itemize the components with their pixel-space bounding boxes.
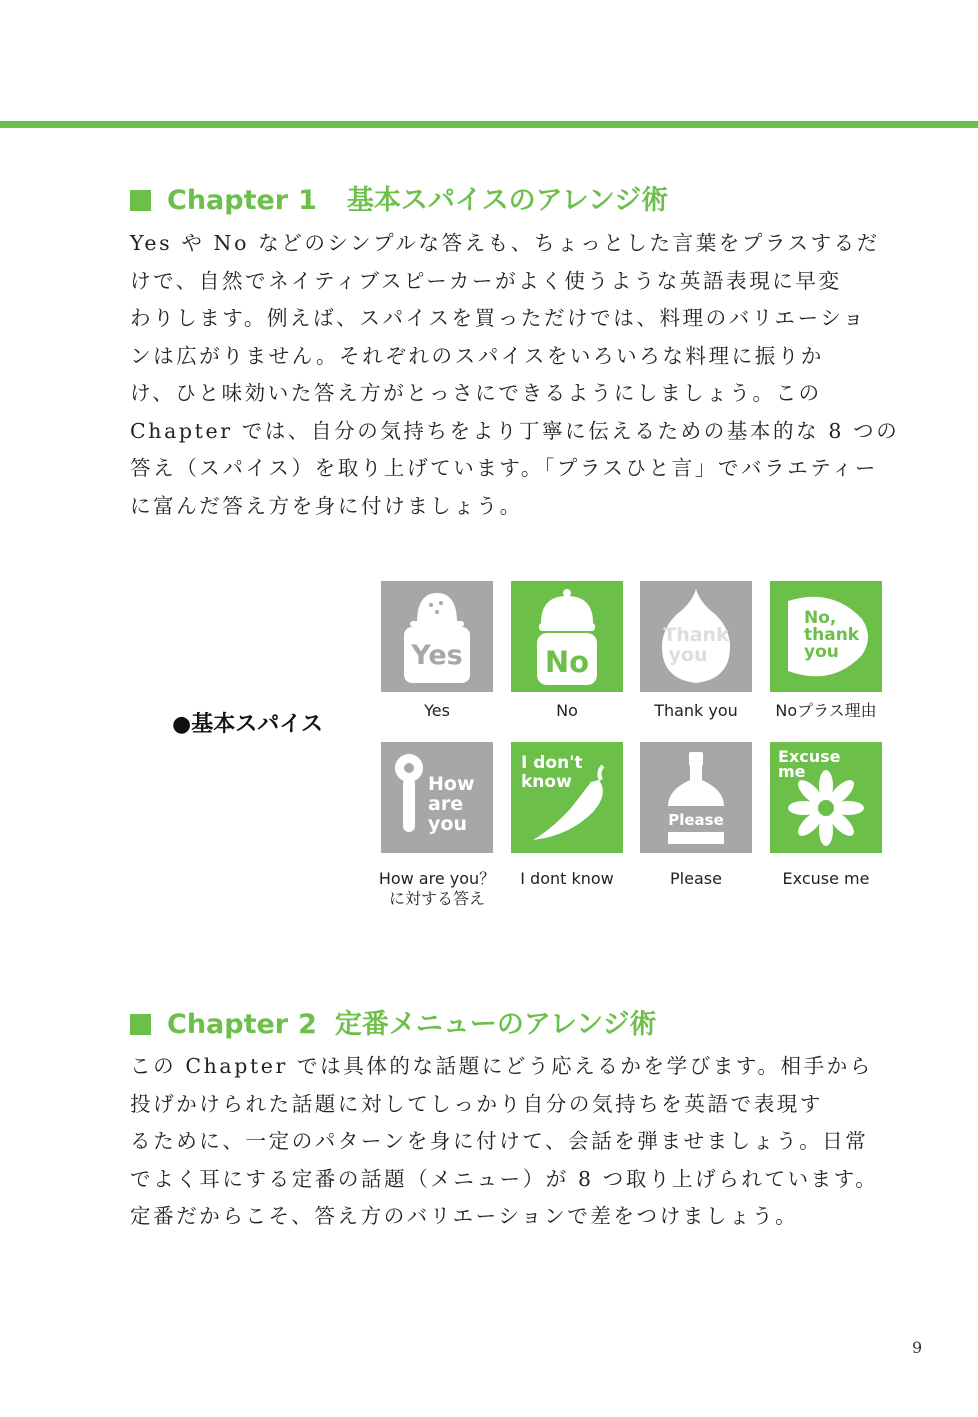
tile-text: thank [804,625,860,645]
chapter1-line: 答え（スパイス）を取り上げています。「プラスひと言」でバラエティー [130,456,878,480]
chapter2-label: Chapter [167,1009,289,1040]
sauce-bottle-icon [640,742,752,853]
spice-caption [497,701,637,721]
page-number: 9 [912,1338,923,1357]
spices-label: ●基本スパイス [172,712,323,737]
chapter2-heading [130,1002,657,1041]
chapter1-body [130,226,900,526]
spice-tile-excuse-me [770,742,882,853]
tile-text: you [668,644,708,666]
caption-line: Yes [424,701,450,720]
chapter1-line: Chapter では、自分の気持ちをより丁寧に伝えるための基本的な 8 つの [130,418,900,443]
tile-text: know [521,772,572,792]
tile-text: Excuse [778,747,841,766]
star-anise-icon [770,742,882,853]
chapter1-line: け、ひと味効いた答え方がとっさにできるようにしましょう。この [130,381,822,405]
chapter1-line: わりします。例えば、スパイスを買っただけでは、料理のバリエーショ [130,306,867,330]
chapter2-line: でよく耳にする定番の話題（メニュー）が 8 つ取り上げられています。 [130,1166,879,1191]
spice-tile-thank-you [640,581,752,692]
chapter1-line: けで、自然でネイティブスピーカーがよく使うような英語表現に早変 [130,268,842,293]
caption-line: Please [670,869,722,888]
chapter2-title: 定番メニューのアレンジ術 [334,1009,657,1040]
spice-caption [626,869,766,889]
chapter2-line: この Chapter では具体的な話題にどう応えるかを学びます。相手から [130,1054,873,1078]
chapter1-number: 1 [298,185,317,216]
spice-tile-i-dont-know [511,742,623,853]
spice-caption [756,701,896,721]
spice-tile-how-are-you [381,742,493,853]
spice-tile-no [511,581,623,692]
spice-tile-yes [381,581,493,692]
spice-caption [626,701,766,721]
tile-text: No [544,645,590,679]
caption-line: Excuse me [782,869,870,888]
caption-line: Noプラス理由 [775,701,877,720]
spice-tile-please [640,742,752,853]
tile-text: Please [668,811,724,829]
spice-caption [497,869,637,889]
spice-tile-no-thank-you [770,581,882,692]
chapter2-line: 定番だからこそ、答え方のバリエーションで差をつけましょう。 [130,1204,799,1228]
chapter2-line: 投げかけられた話題に対してしっかり自分の気持ちを英語で表現す [130,1091,823,1116]
caption-line: Thank you [654,701,738,720]
spice-caption [367,701,507,721]
tile-text: I don't [521,753,583,773]
leaf-icon [770,581,882,692]
chapter1-line: Yes や No などのシンプルな答えも、ちょっとした言葉をプラスするだ [130,231,880,255]
tile-text: you [428,813,467,835]
pepper-mill-icon [511,581,623,692]
tile-text: you [804,642,839,662]
tile-text: Yes [411,640,463,671]
caption-line: に対する答え [388,889,485,908]
caption-line: No [556,701,578,720]
chapter1-line: に富んだ答え方を身に付けましょう。 [130,493,523,518]
heading-square-icon [130,190,151,211]
caption-line: How are you？ [378,869,496,888]
caption-line: I dont know [520,869,614,888]
chapter2-number: 2 [298,1009,317,1040]
spice-caption [756,869,896,889]
chili-pepper-icon [511,742,623,853]
chapter2-line: るために、一定のパターンを身に付けて、会話を弾ませましょう。日常 [130,1129,869,1153]
tile-text: No, [804,608,837,628]
tile-text: Thank [663,624,729,646]
spice-caption [367,869,507,909]
chapter1-title: 基本スパイスのアレンジ術 [346,185,669,216]
garlic-icon [640,581,752,692]
tile-text: me [778,762,806,781]
chapter1-heading [130,178,668,217]
chapter2-body [130,1049,890,1237]
chapter1-label: Chapter [167,185,289,216]
salt-shaker-icon [381,581,493,692]
heading-square-icon [130,1014,151,1035]
tile-text: How [428,773,475,795]
top-rule [0,121,978,128]
spice-spoon-icon [381,742,493,853]
chapter1-line: ンは広がりません。それぞれのスパイスをいろいろな料理に振りか [130,343,825,368]
tile-text: are [428,793,464,815]
